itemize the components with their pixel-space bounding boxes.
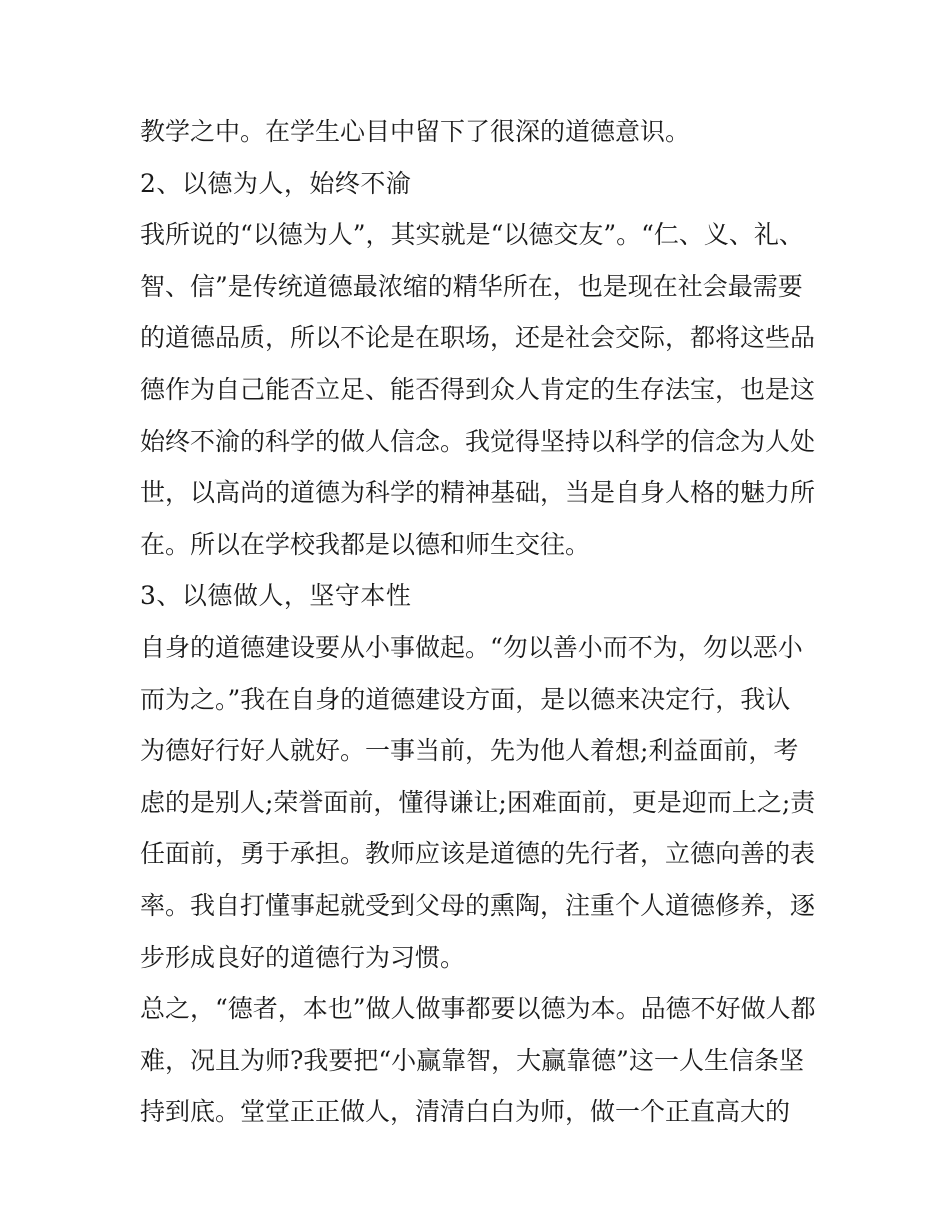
paragraph-line: 教学之中。在学生心目中留下了很深的道德意识。 xyxy=(140,117,691,146)
paragraph-line: 步形成良好的道德行为习惯。 xyxy=(140,942,466,972)
section-heading: 3、以德做人，坚守本性 xyxy=(140,581,412,611)
paragraph-line: 持到底。堂堂正正做人，清清白白为师，做一个正直高大的 xyxy=(140,1097,791,1127)
paragraph-line: 为德好行好人就好。一事当前，先为他人着想;利益面前，考 xyxy=(140,736,799,766)
paragraph-line: 率。我自打懂事起就受到父母的熏陶，注重个人道德修养，逐 xyxy=(140,890,816,920)
paragraph-line: 虑的是别人;荣誉面前，懂得谦让;困难面前，更是迎而上之;责 xyxy=(140,787,816,817)
paragraph-line: 的道德品质，所以不论是在职场，还是社会交际，都将这些品 xyxy=(140,323,816,353)
paragraph-line: 始终不渝的科学的做人信念。我觉得坚持以科学的信念为人处 xyxy=(140,426,816,456)
paragraph-line: 任面前，勇于承担。教师应该是道德的先行者，立德向善的表 xyxy=(140,839,816,869)
paragraph-line: 世，以高尚的道德为科学的精神基础，当是自身人格的魅力所 xyxy=(140,478,816,508)
paragraph-line: 难，况且为师?我要把“小赢靠智，大赢靠德”这一人生信条坚 xyxy=(140,1045,804,1075)
paragraph-line: 而为之。”我在自身的道德建设方面，是以德来决定行，我认 xyxy=(140,684,791,714)
body-text xyxy=(140,106,820,1138)
paragraph-line: 在。所以在学校我都是以德和师生交往。 xyxy=(140,529,591,559)
paragraph-line: 智、信”是传统道德最浓缩的精华所在，也是现在社会最需要 xyxy=(140,271,803,301)
paragraph-line: 我所说的“以德为人”，其实就是“以德交友”。“仁、义、礼、 xyxy=(140,220,804,250)
paragraph-line: 自身的道德建设要从小事做起。“勿以善小而不为，勿以恶小 xyxy=(140,632,803,662)
paragraph-line: 总之，“德者，本也”做人做事都要以德为本。品德不好做人都 xyxy=(140,994,816,1024)
section-heading: 2、以德为人，始终不渝 xyxy=(140,168,412,198)
paragraph-line: 德作为自己能否立足、能否得到众人肯定的生存法宝，也是这 xyxy=(140,374,816,404)
